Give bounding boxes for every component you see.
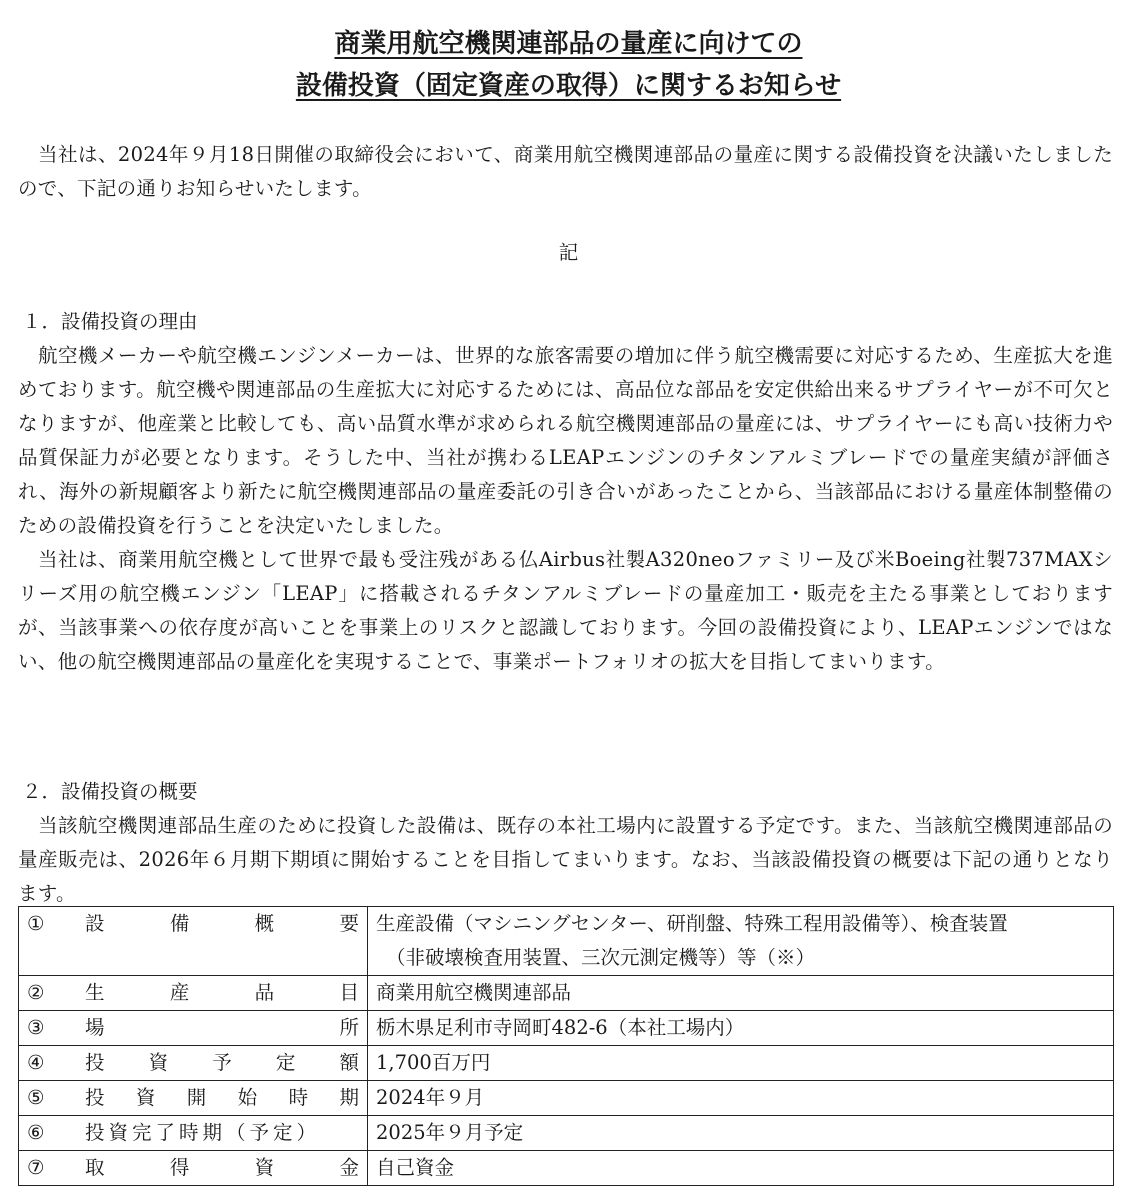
- row-label-char: 目: [339, 981, 359, 1004]
- row-label-char: 品: [254, 981, 275, 1004]
- row-label-cell: [19, 976, 368, 1011]
- row-label: [85, 907, 359, 941]
- row-label-char: 得: [169, 1156, 190, 1179]
- intro-paragraph: 当社は、2024年９月18日開催の取締役会において、商業用航空機関連部品の量産に関する設備投資を決議いたしましたので、下記の通りお知らせいたします。: [18, 143, 1113, 200]
- row-value: 自己資金: [376, 1156, 455, 1179]
- table-row: [19, 1046, 1114, 1081]
- row-value: 栃木県足利市寺岡町482-6（本社工場内）: [376, 1016, 745, 1039]
- row-value-cell: [368, 907, 1114, 976]
- row-value: 2024年９月: [376, 1086, 485, 1109]
- row-value: 生産設備（マシニングセンター、研削盤、特殊工程用設備等）、検査装置: [376, 912, 1008, 935]
- row-label-char: 時: [288, 1086, 309, 1109]
- row-label-cell: [19, 1151, 368, 1186]
- table-row: [19, 907, 1114, 976]
- row-label-char: 投: [85, 1086, 105, 1109]
- section-1-paragraph-2: 当社は、商業用航空機として世界で最も受注残がある仏Airbus社製A320neoファミリー及び米Boeing社製737MAXシリーズ用の航空機エンジン「LEAP」に搭載されるチタンアルミブレードの量産加工・販売を主たる事業としておりますが、当該事業への依存度が高いことを事業上のリスクと認識しております。今回の設備投資により、LEAPエンジンではない、他の航空機関連部品の量産化を実現することで、事業ポートフォリオの拡大を目指してまいります。: [18, 548, 1113, 673]
- row-value-cell: [368, 976, 1114, 1011]
- table-row: [19, 1116, 1114, 1151]
- row-label: [85, 1046, 359, 1080]
- title-line-2: [0, 68, 1137, 104]
- table-row: [19, 1151, 1114, 1186]
- ki-marker: 記: [558, 241, 579, 264]
- title-line-2-text: 設備投資（固定資産の取得）に関するお知らせ: [295, 71, 842, 101]
- row-label-char: 備: [169, 912, 190, 935]
- table-row: [19, 1011, 1114, 1046]
- row-label-cell: [19, 1081, 368, 1116]
- row-value-cell: [368, 1081, 1114, 1116]
- row-label-char: 産: [169, 981, 190, 1004]
- row-label-char: 概: [254, 912, 275, 935]
- section-2-paragraph-1: 当該航空機関連部品生産のために投資した設備は、既存の本社工場内に設置する予定です。また、当該航空機関連部品の量産販売は、2026年６月期下期頃に開始することを目指してまいります。なお、当該設備投資の概要は下記の通りとなります。: [18, 814, 1113, 905]
- row-number: ⑦: [27, 1156, 45, 1179]
- row-label: [85, 976, 359, 1010]
- row-value-cell: [368, 1151, 1114, 1186]
- title-line-1-text: 商業用航空機関連部品の量産に向けての: [334, 29, 803, 59]
- row-value: 1,700百万円: [376, 1051, 491, 1074]
- row-label-char: 金: [339, 1156, 359, 1179]
- row-label-char: 生: [85, 981, 105, 1004]
- row-label-char: 定: [275, 1051, 296, 1074]
- row-label-char: 資: [148, 1051, 169, 1074]
- row-label-cell: [19, 1046, 368, 1081]
- investment-summary-table: [18, 906, 1114, 1186]
- row-label-cell: [19, 907, 368, 976]
- section-1-paragraph-1: 航空機メーカーや航空機エンジンメーカーは、世界的な旅客需要の増加に伴う航空機需要に対応するため、生産拡大を進めております。航空機や関連部品の生産拡大に対応するためには、高品位な部品を安定供給出来るサプライヤーが不可欠となりますが、他産業と比較しても、高い品質水準が求められる航空機関連部品の量産には、サプライヤーにも高い技術力や品質保証力が必要となります。そうした中、当社が携わるLEAPエンジンのチタンアルミブレードでの量産実績が評価され、海外の新規顧客より新たに航空機関連部品の量産委託の引き合いがあったことから、当該部品における量産体制整備のための設備投資を行うことを決定いたしました。: [18, 344, 1113, 537]
- row-label: [85, 1011, 359, 1045]
- row-value-cell: [368, 1011, 1114, 1046]
- row-number: ⑥: [27, 1121, 45, 1144]
- row-label-char: 要: [339, 912, 359, 935]
- row-number: ⑤: [27, 1086, 45, 1109]
- row-label-text: 投資完了時期（予定）: [85, 1121, 321, 1144]
- row-label-char: 開: [186, 1086, 207, 1109]
- row-value: 2025年９月予定: [376, 1121, 524, 1144]
- row-number: ③: [27, 1016, 45, 1039]
- row-label-char: 取: [85, 1156, 105, 1179]
- row-label: [85, 1116, 359, 1150]
- row-label-char: 所: [339, 1016, 359, 1039]
- row-label-char: 額: [339, 1051, 359, 1074]
- row-label-char: 期: [339, 1086, 359, 1109]
- row-label-cell: [19, 1116, 368, 1151]
- row-label-char: 投: [85, 1051, 105, 1074]
- row-label: [85, 1081, 359, 1115]
- row-value-continued: （非破壊検査用装置、三次元測定機等）等（※）: [386, 946, 816, 969]
- table-row: [19, 1081, 1114, 1116]
- row-label-char: 始: [237, 1086, 258, 1109]
- row-label: [85, 1151, 359, 1185]
- row-value-cell: [368, 1046, 1114, 1081]
- title-line-1: [0, 26, 1137, 62]
- table-row: [19, 976, 1114, 1011]
- row-label-char: 設: [85, 912, 105, 935]
- section-1-heading: １．設備投資の理由: [22, 310, 198, 333]
- row-label-char: 場: [85, 1016, 105, 1039]
- row-number: ④: [27, 1051, 45, 1074]
- row-number: ②: [27, 981, 45, 1004]
- row-label-char: 予: [212, 1051, 232, 1074]
- row-label-cell: [19, 1011, 368, 1046]
- row-value: 商業用航空機関連部品: [376, 981, 572, 1004]
- row-label-char: 資: [135, 1086, 156, 1109]
- section-2-heading: ２．設備投資の概要: [22, 780, 198, 803]
- row-value-cell: [368, 1116, 1114, 1151]
- row-number: ①: [27, 912, 45, 935]
- row-label-char: 資: [254, 1156, 275, 1179]
